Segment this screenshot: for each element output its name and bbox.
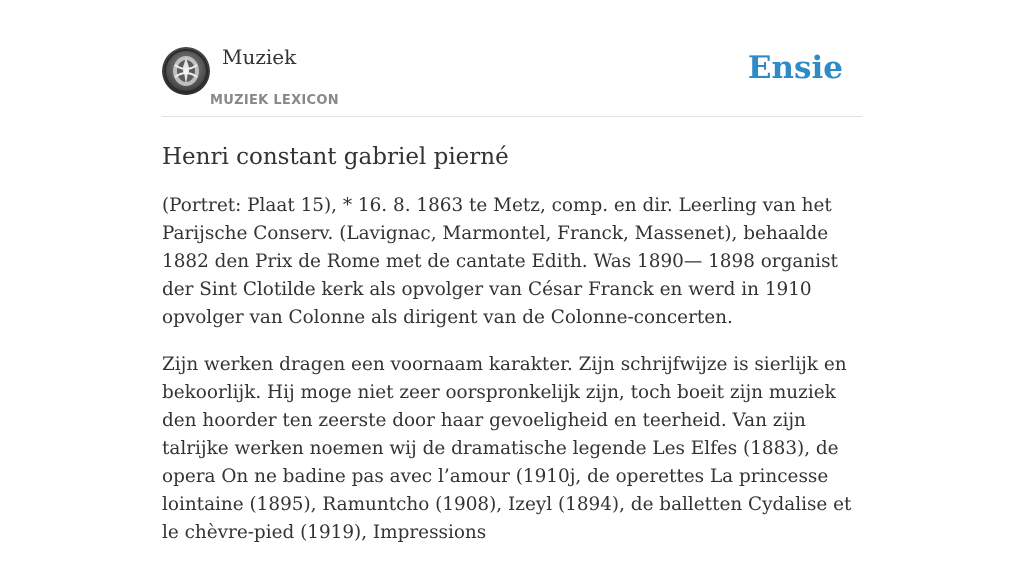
book-avatar[interactable] <box>162 47 210 95</box>
article-paragraph: Zijn werken dragen een voornaam karakter. Zijn schrijfwijze is sierlijk en bekoorlijk. Hij moge niet zeer oorspronkelijk zijn, toch boeit zijn muziek den hoorder ten zeerste door haar gevoeligheid en teerheid. Van zijn talrijke werken noemen wij de dramatische legende Les Elfes (1883), de opera On ne badine pas avec l’amour (1910j, de operettes La princesse lointaine (1895), Ramuntcho (1908), Izeyl (1894), de balletten Cydalise et le chèvre-pied (1919), Impressions <box>162 354 852 543</box>
header <box>162 0 862 117</box>
brand-logo-link[interactable]: Ensie <box>747 50 843 86</box>
article-title: Henri constant gabriel pierné <box>162 144 509 170</box>
book-subtitle: MUZIEK LEXICON <box>210 93 339 108</box>
ornamental-emblem-icon <box>162 47 210 95</box>
article-body <box>162 192 862 547</box>
book-title-link[interactable]: Muziek <box>222 45 297 69</box>
article-paragraph: (Portret: Plaat 15), * 16. 8. 1863 te Metz, comp. en dir. Leerling van het Parijsche Conserv. (Lavignac, Marmontel, Franck, Massenet), behaalde 1882 den Prix de Rome met de cantate Edith. Was 1890— 1898 organist der Sint Clotilde kerk als opvolger van César Franck en werd in 1910 opvolger van Colonne als dirigent van de Colonne-concerten. <box>162 195 838 328</box>
page-container <box>162 0 862 566</box>
